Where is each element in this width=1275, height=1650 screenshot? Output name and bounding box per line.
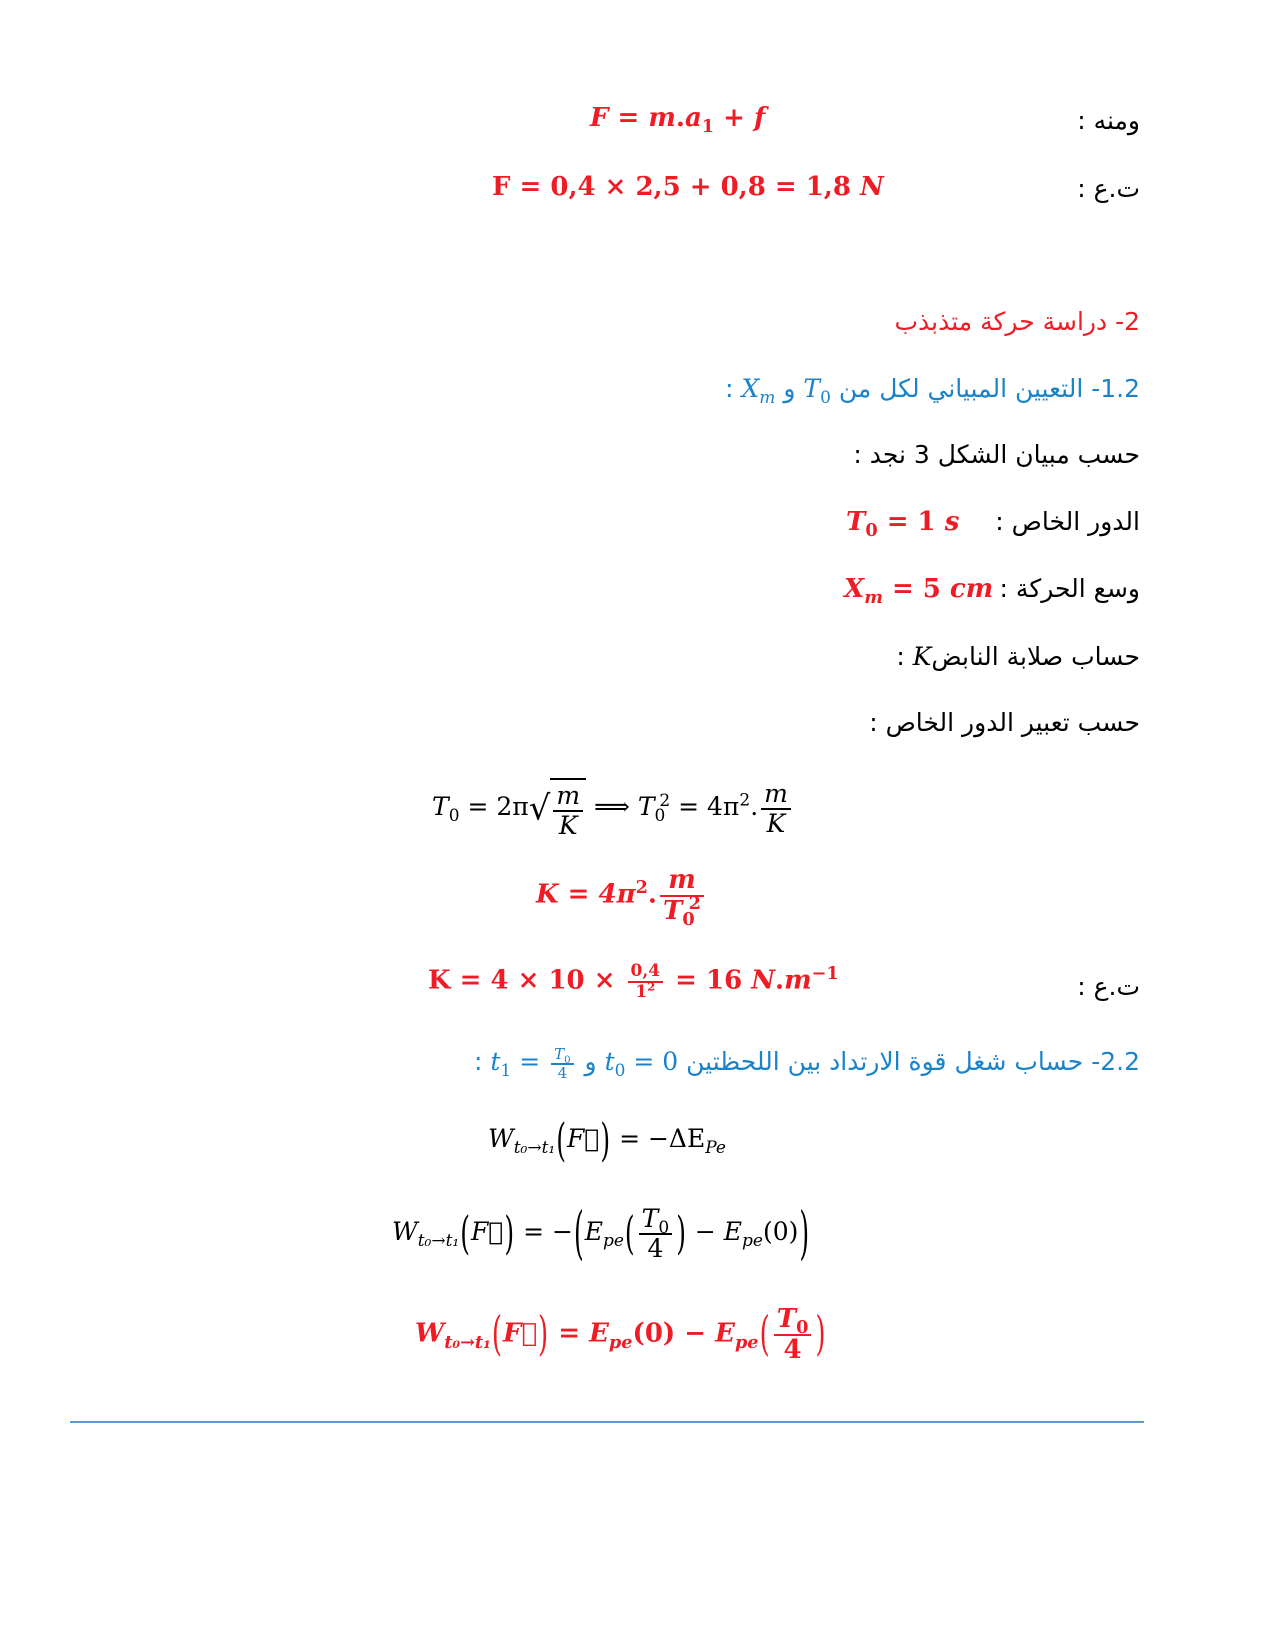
formula-period: $T_0 = 2\pi√$ $\frac{m}{K}$ ⟹ $T_0^2 = 4\pi^2$. $\frac{m}{K}$: [432, 778, 794, 839]
period-value: $T_0 = 1$ s: [846, 507, 960, 542]
formula3-label: ت.ع :: [1077, 972, 1140, 1001]
formula-work-3: $W_{t_0\to t_1}(F⃗) = E_{pe}(0) - E_{pe}$( $\frac{T_0}{4}$ ): [415, 1304, 826, 1365]
section-2-title: 2- دراسة حركة متذبذب: [894, 307, 1140, 336]
equation-force-numeric: F = 0,4 × 2,5 + 0,8 = 1,8 N: [492, 172, 884, 202]
subsection-2-2: 2.2- حساب شغل قوة الارتداد بين اللحظتين $t_0 = 0$ و $t_1$ = $\frac{T_0}{4}$ :: [474, 1045, 1140, 1082]
amplitude-label: وسع الحركة :: [999, 574, 1140, 603]
line1-label: ومنه :: [1077, 106, 1140, 135]
formula-stiffness-numeric: K = 4 × 10 × $\frac{0,4}{1^2}$ = 16 $N.m^{-1}$: [428, 961, 839, 1002]
page-divider: [70, 1421, 1144, 1423]
formula-stiffness: $K = 4\pi^2$. $\frac{m}{T_0^2}$: [536, 866, 707, 925]
period-label: الدور الخاص :: [995, 507, 1140, 536]
amplitude-value: $X_m = 5$ cm: [844, 574, 994, 609]
graph-line: حسب مبيان الشكل 3 نجد :: [853, 440, 1140, 469]
stiffness-line: حساب صلابة النابضK :: [896, 642, 1140, 671]
subsection-1-2: 1.2- التعيين المبياني لكل من $T_0$ و $X_m$ :: [725, 374, 1140, 408]
square-root: √ $\frac{m}{K}$: [529, 778, 586, 839]
equation-force: $F = m.a_1 + f$: [590, 103, 766, 138]
formula-work-2: $W_{t_0\to t_1}(F⃗) = -(E_{pe}$( $\frac{T_0}{4}$ ) − $E_{pe}(0)$): [392, 1199, 810, 1266]
period-expression-line: حسب تعبير الدور الخاص :: [869, 708, 1140, 737]
line2-label: ت.ع :: [1077, 174, 1140, 203]
formula-work-1: $W_{t_0\to t_1}(F⃗) = -\Delta E_{Pe}$: [488, 1113, 726, 1166]
